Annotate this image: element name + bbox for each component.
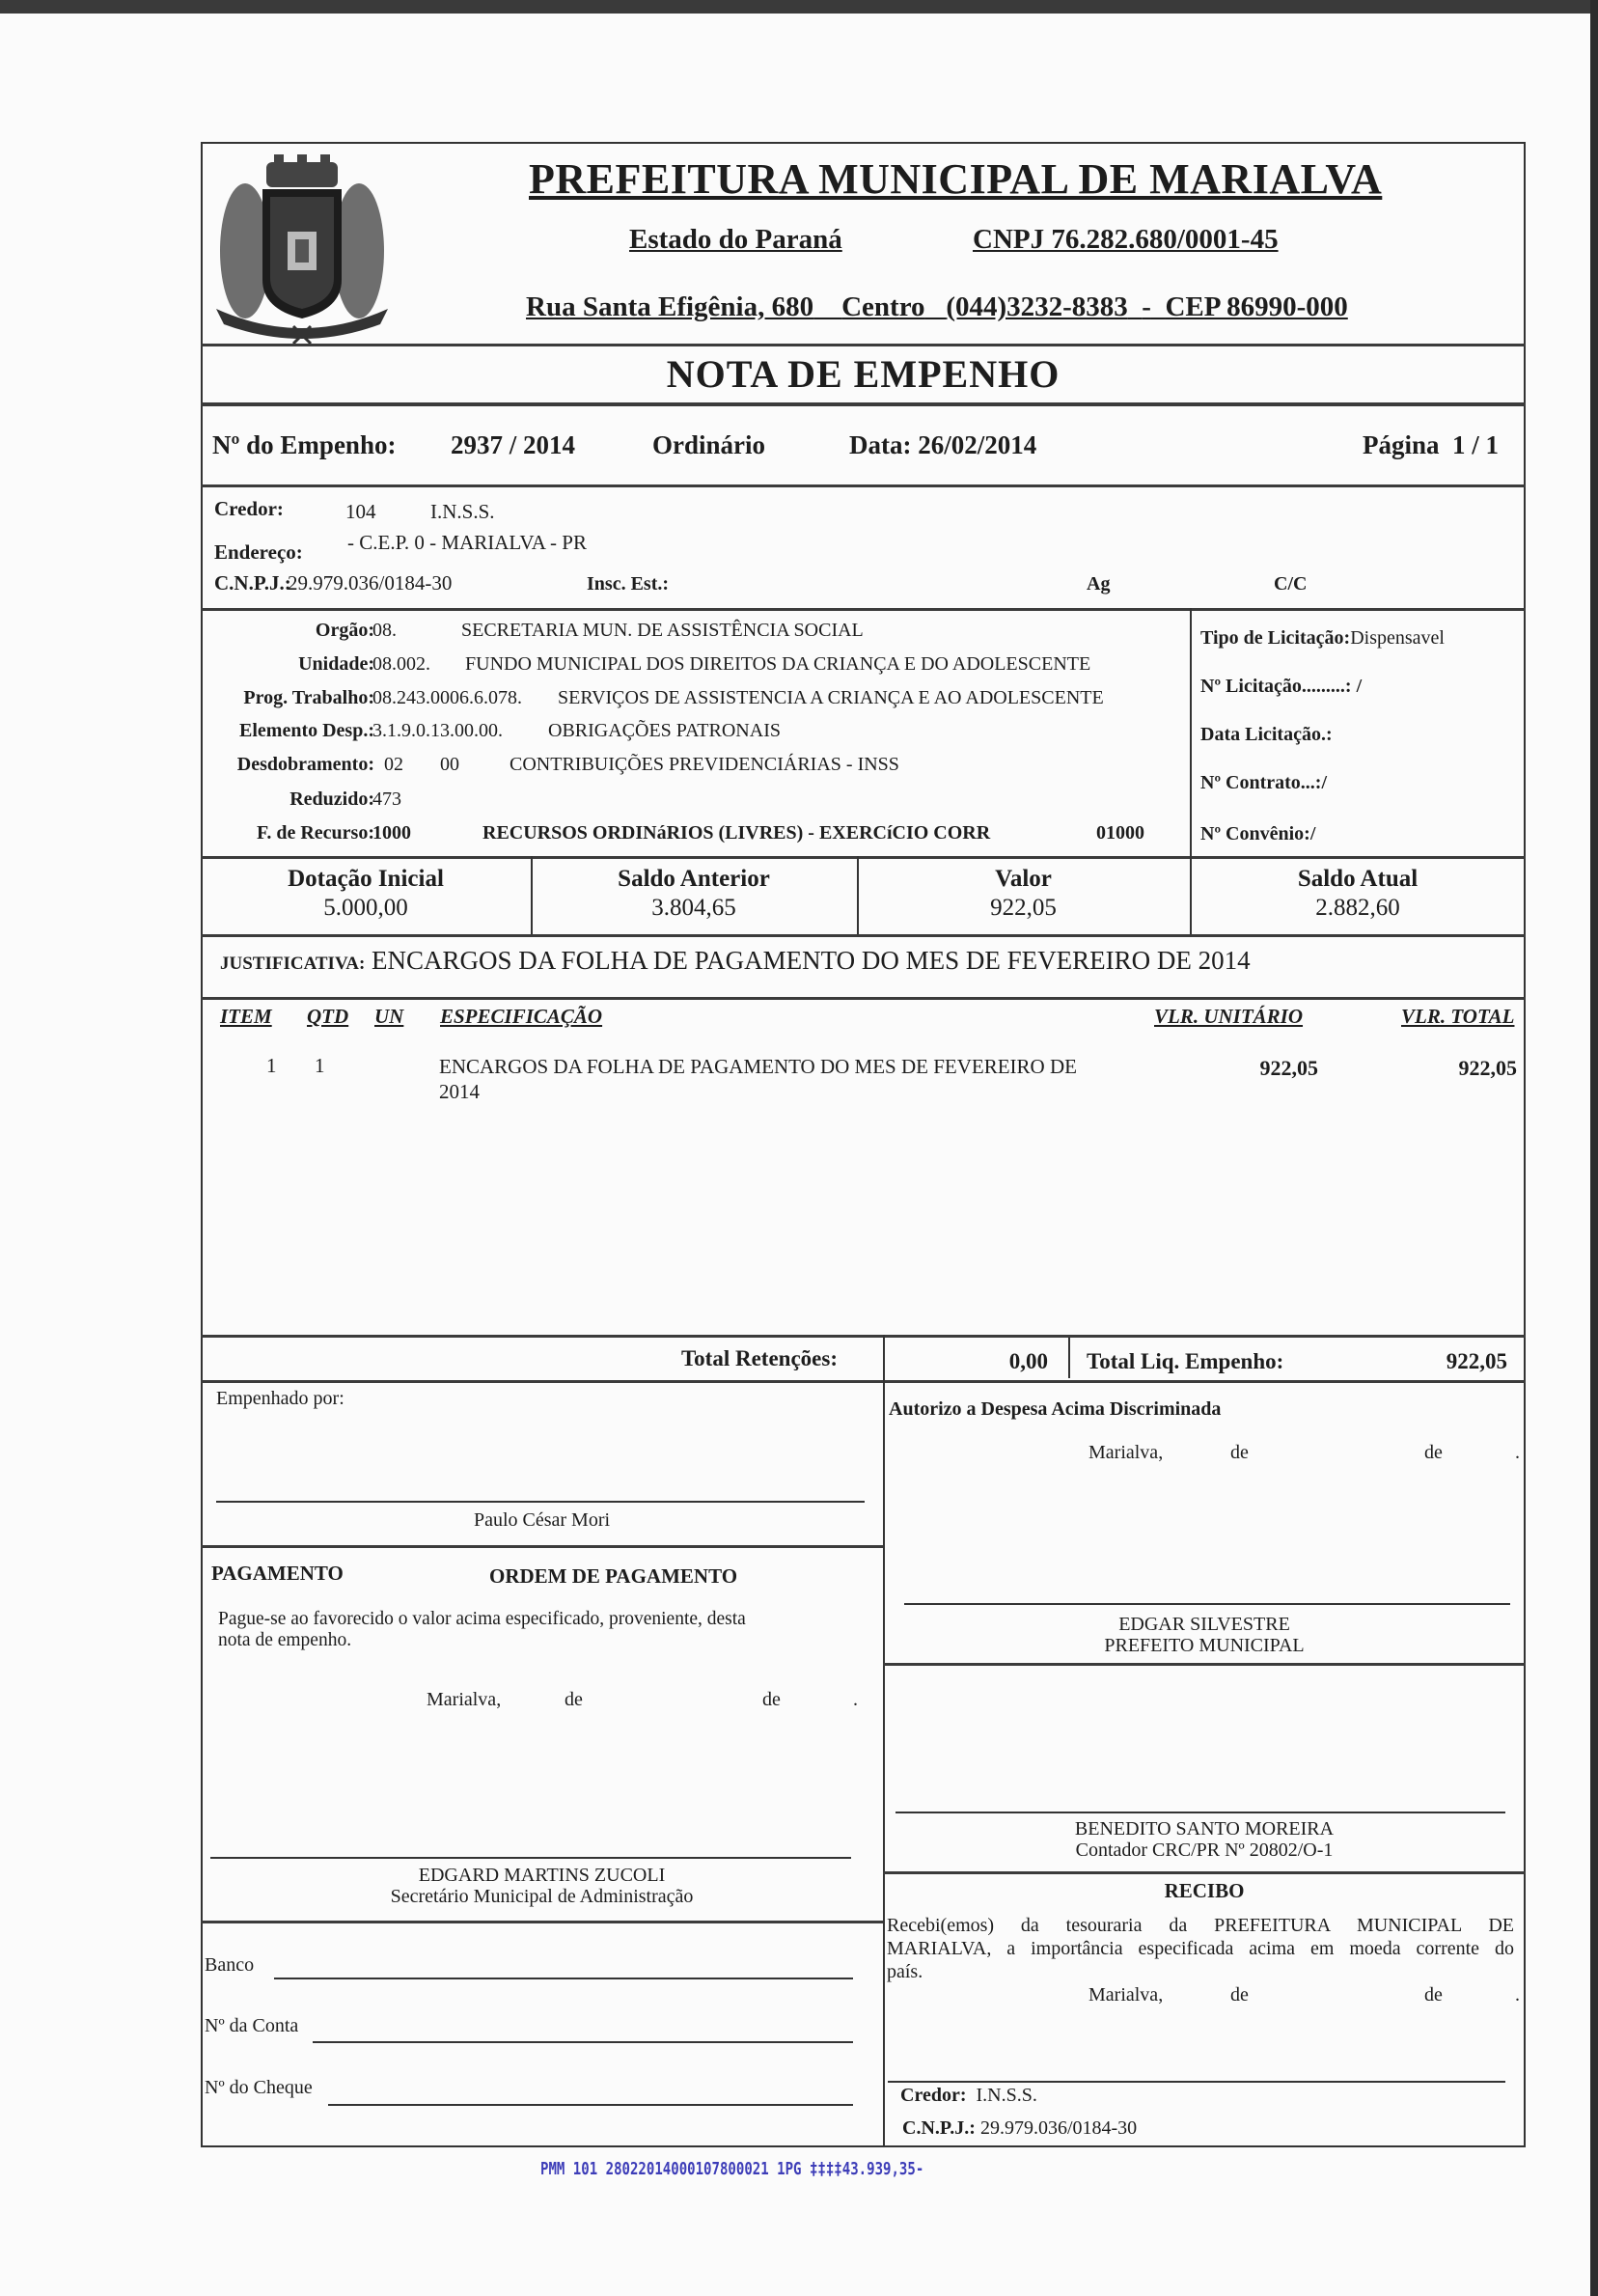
empenho-label: Nº do Empenho:: [212, 430, 397, 459]
header-phone: (044)3232-8383: [946, 291, 1128, 322]
header-district: Centro: [841, 291, 925, 322]
classification-code: 08.002.: [372, 653, 430, 675]
cnpj-label: C.N.P.J.:: [214, 571, 291, 595]
licitacao-numero: Nº Licitação.........: /: [1200, 676, 1363, 697]
recibo-title: RECIBO: [1164, 1879, 1245, 1902]
divider: [883, 1335, 885, 1381]
classification-code: 08.: [372, 620, 397, 641]
empenho-type: Ordinário: [652, 430, 766, 459]
item-unit-value: 922,05: [1259, 1056, 1318, 1080]
saldo-label: Saldo Atual: [1297, 866, 1419, 892]
ordem-title: ORDEM DE PAGAMENTO: [489, 1564, 738, 1588]
conta-field[interactable]: [313, 2041, 853, 2043]
cheque-label: Nº do Cheque: [205, 2077, 313, 2098]
pagamento-date-line: Marialva, de de .: [427, 1689, 858, 1710]
autorizo-title: Autorizo a Despesa Acima Discriminada: [889, 1398, 1222, 1420]
classification-label: Unidade:: [298, 653, 374, 675]
autorizo-date-line: Marialva, de de .: [1088, 1442, 1520, 1463]
prefeito-name: EDGAR SILVESTRE PREFEITO MUNICIPAL: [1104, 1614, 1305, 1656]
col-header-total-value: VLR. TOTAL: [1401, 1005, 1515, 1028]
col-header-unit-value: VLR. UNITÁRIO: [1154, 1005, 1304, 1028]
conta-label: Nº da Conta: [205, 2015, 299, 2036]
justificativa-label: JUSTIFICATIVA:: [220, 954, 366, 974]
header-cep: CEP 86990-000: [1165, 291, 1348, 322]
saldo-cell: [857, 865, 1190, 923]
recibo-cnpj: C.N.P.J.: 29.979.036/0184-30: [902, 2117, 1138, 2139]
divider: [201, 997, 1526, 1000]
doc-title: NOTA DE EMPENHO: [666, 352, 1061, 396]
ag-label: Ag: [1087, 573, 1111, 595]
classification-label: Orgão:: [315, 620, 374, 641]
classification-description: SECRETARIA MUN. DE ASSISTÊNCIA SOCIAL: [461, 620, 864, 641]
page-indicator: Página 1 / 1: [1363, 430, 1500, 459]
credor-name: I.N.S.S.: [430, 500, 495, 523]
empenho-date: Data: 26/02/2014: [849, 430, 1037, 459]
col-header-un: UN: [374, 1005, 404, 1028]
classification-description: FUNDO MUNICIPAL DOS DIREITOS DA CRIANÇA E DO ADOLESCENTE: [465, 653, 1091, 675]
page-number: 1 / 1: [1452, 430, 1500, 459]
liquido-value: 922,05: [1446, 1349, 1507, 1373]
classification-code: 473: [372, 788, 401, 810]
classification-label: Desdobramento:: [236, 754, 374, 775]
saldo-label: Saldo Anterior: [618, 866, 770, 892]
classification-code-2: 00: [440, 754, 459, 775]
divider: [201, 1545, 883, 1548]
municipal-crest-icon: [207, 154, 398, 344]
item-number: 1: [266, 1054, 277, 1077]
classification-label: Elemento Desp.:: [239, 720, 374, 741]
item-spec: ENCARGOS DA FOLHA DE PAGAMENTO DO MES DE FEVEREIRO DE 2014: [439, 1055, 1077, 1103]
signature-line: [904, 1603, 1510, 1605]
item-total-value: 922,05: [1458, 1056, 1517, 1080]
classification-code: 08.243.0006.6.078.: [372, 687, 522, 708]
signature-line: [895, 1812, 1505, 1813]
licitacao-tipo: Tipo de Licitação:Dispensavel: [1200, 627, 1445, 649]
classification-code: 02: [384, 754, 403, 775]
licitacao-convenio: Nº Convênio:/: [1200, 823, 1316, 844]
recibo-cnpj-value: 29.979.036/0184-30: [979, 2117, 1138, 2139]
credor-code: 104: [345, 500, 376, 523]
contador-name: BENEDITO SANTO MOREIRA Contador CRC/PR Nº 20802/O-1: [1074, 1818, 1335, 1861]
scan-edge-top: [0, 0, 1598, 14]
item-qtd: 1: [315, 1054, 325, 1077]
classification-code-2: 01000: [1096, 822, 1144, 844]
saldo-value: 2.882,60: [1315, 895, 1400, 921]
saldo-cell: [1190, 865, 1526, 923]
licitacao-tipo-value: Dispensavel: [1350, 627, 1445, 649]
classification-label: F. de Recurso:: [256, 822, 374, 844]
col-header-item: ITEM: [220, 1005, 272, 1028]
saldo-value: 5.000,00: [323, 895, 408, 921]
justificativa: [220, 946, 1251, 976]
scan-edge-right: [1590, 0, 1598, 2296]
divider: [201, 1380, 1526, 1383]
signature-line: [888, 2081, 1505, 2083]
signature-line: [210, 1857, 851, 1859]
saldo-label: Dotação Inicial: [288, 866, 444, 892]
header-address: Rua Santa Efigênia, 680: [526, 291, 814, 322]
liquido-label: Total Liq. Empenho:: [1087, 1349, 1284, 1373]
signature-line: [216, 1501, 865, 1503]
classification-code: 1000: [372, 822, 411, 844]
classification-description: RECURSOS ORDINáRIOS (LIVRES) - EXERCíCIO CORR: [482, 822, 991, 844]
header-title: PREFEITURA MUNICIPAL DE MARIALVA: [529, 155, 1383, 203]
classification-label: Prog. Trabalho:: [243, 687, 374, 708]
licitacao-data: Data Licitação.:: [1200, 724, 1333, 745]
banco-label: Banco: [205, 1954, 255, 1976]
address-label: Endereço:: [214, 540, 303, 564]
justificativa-text: ENCARGOS DA FOLHA DE PAGAMENTO DO MES DE FEVEREIRO DE 2014: [372, 946, 1251, 975]
cc-label: C/C: [1274, 573, 1308, 595]
classification-description: OBRIGAÇÕES PATRONAIS: [548, 720, 781, 741]
header-cnpj: CNPJ 76.282.680/0001-45: [973, 224, 1279, 255]
divider: [201, 1921, 883, 1923]
saldo-value: 922,05: [990, 895, 1057, 921]
empenho-number: 2937 / 2014: [451, 430, 576, 459]
retencoes-label: Total Retenções:: [680, 1346, 838, 1370]
saldo-label: Valor: [995, 866, 1052, 892]
col-header-spec: ESPECIFICAÇÃO: [440, 1005, 603, 1028]
credor-address: - C.E.P. 0 - MARIALVA - PR: [347, 531, 587, 554]
divider: [201, 402, 1526, 406]
secretario-name: EDGARD MARTINS ZUCOLI Secretário Municipal de Administração: [390, 1865, 694, 1907]
divider: [1068, 1338, 1070, 1378]
col-header-qtd: QTD: [307, 1005, 349, 1028]
divider: [883, 1380, 885, 2147]
divider: [201, 344, 1526, 346]
credor-cnpj: 29.979.036/0184-30: [288, 571, 453, 595]
cheque-field[interactable]: [328, 2104, 853, 2106]
banco-field[interactable]: [274, 1978, 853, 1979]
divider: [883, 1871, 1526, 1874]
retencoes-value: 0,00: [1008, 1349, 1048, 1373]
classification-code: 3.1.9.0.13.00.00.: [372, 720, 503, 741]
divider: [201, 608, 1526, 611]
recibo-text: Recebi(emos) da tesouraria da PREFEITURA MUNICIPAL DE MARIALVA, a importância especificada acima em moeda corrente do país.: [887, 1915, 1514, 1982]
recibo-credor: Credor: I.N.S.S.: [900, 2085, 1037, 2106]
saldo-cell: [531, 865, 857, 923]
pagamento-label: PAGAMENTO: [211, 1562, 344, 1585]
recibo-credor-name: I.N.S.S.: [976, 2085, 1037, 2106]
licitacao-contrato: Nº Contrato...:/: [1200, 772, 1328, 793]
classification-description: CONTRIBUIÇÕES PREVIDENCIÁRIAS - INSS: [510, 754, 899, 775]
recibo-date-line: Marialva, de de .: [1088, 1984, 1520, 2006]
classification-description: SERVIÇOS DE ASSISTENCIA A CRIANÇA E AO ADOLESCENTE: [558, 687, 1104, 708]
empenhado-name: Paulo César Mori: [473, 1509, 611, 1531]
credor-label: Credor:: [214, 497, 284, 520]
divider: [201, 484, 1526, 487]
insc-est-label: Insc. Est.:: [587, 573, 670, 595]
saldo-value: 3.804,65: [651, 895, 736, 921]
header-state: Estado do Paraná: [629, 224, 842, 255]
divider: [201, 934, 1526, 937]
header-address-line: Rua Santa Efigênia, 680 Centro (044)3232-8383 - CEP 86990-000: [526, 291, 1348, 322]
divider: [1190, 608, 1192, 857]
divider: [883, 1663, 1526, 1666]
empenho-date-value: 26/02/2014: [918, 430, 1037, 459]
pagamento-text: Pague-se ao favorecido o valor acima especificado, proveniente, desta nota de empenho.: [218, 1609, 746, 1650]
classification-label: Reduzido:: [289, 788, 374, 810]
divider: [201, 856, 1526, 859]
saldo-cell: [201, 865, 531, 923]
divider: [201, 1335, 1526, 1338]
empenhado-label: Empenhado por:: [216, 1388, 344, 1409]
cash-register-stamp: PMM 101 28022014000107800021 1PG ‡‡‡‡43.939,35-: [540, 2159, 924, 2179]
